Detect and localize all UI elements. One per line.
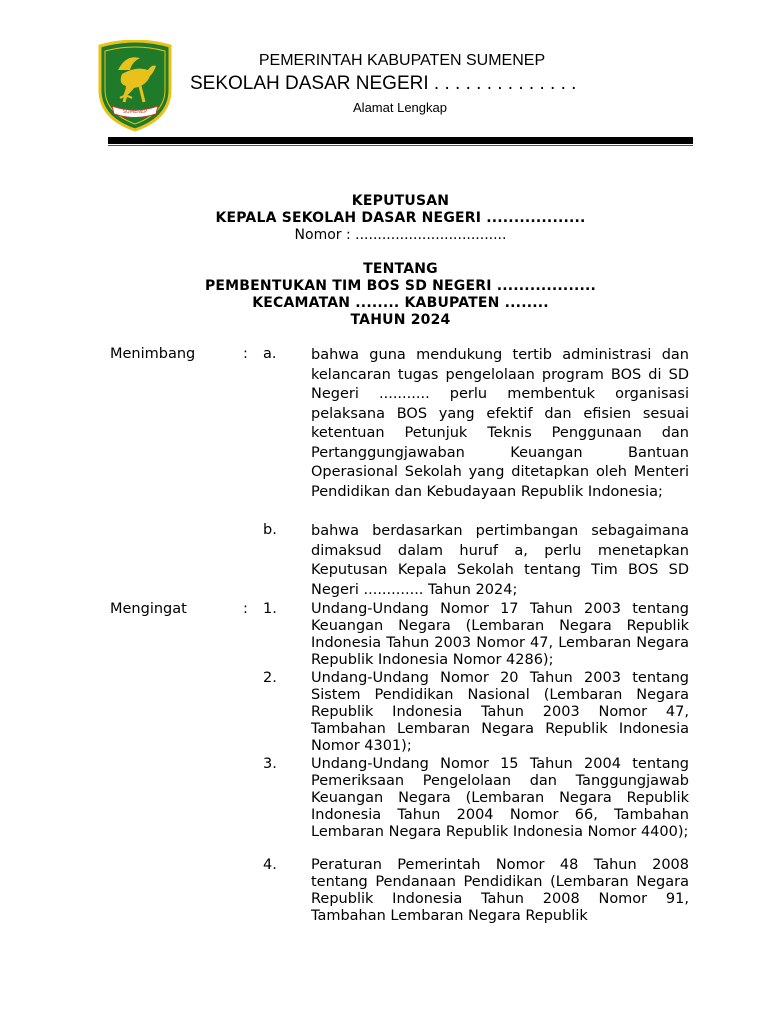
school-address: Alamat Lengkap — [353, 100, 447, 115]
school-name-label: SEKOLAH DASAR NEGERI — [190, 73, 429, 94]
decree-heading: KEPUTUSAN — [351, 193, 450, 209]
list-item-text: Undang-Undang Nomor 20 Tahun 2003 tentang Sistem Pendidikan Nasional (Lembaran Negara Republik Indonesia Tahun 2003 Nomor 47, Tambahan Lembaran Negara Republik Indonesia Nomor 4301); — [311, 670, 689, 754]
list-item-text: bahwa guna mendukung tertib administrasi dan kelancaran tugas pengelolaan program BOS di SD Negeri ........... perlu membentuk organisasi pelaksana BOS yang efektif dan efisien sesuai ketentuan Petunjuk Teknis Penggunaan dan Pertanggungjawaban Keuangan Bantuan Operasional Sekolah yang ditetapkan oleh Menteri Pendidikan dan Kebudayaan Republik Indonesia; — [311, 347, 689, 500]
list-item-text: Undang-Undang Nomor 17 Tahun 2003 tentang Keuangan Negara (Lembaran Negara Republik Indonesia Tahun 2003 Nomor 47, Lembaran Negara Republik Indonesia Nomor 4286); — [311, 601, 689, 668]
decree-issuer: KEPALA SEKOLAH DASAR NEGERI .................. — [215, 210, 586, 226]
list-marker: 2. — [263, 670, 277, 686]
list-marker: 4. — [263, 857, 277, 873]
mengingat-label: Mengingat — [110, 601, 187, 617]
government-name: PEMERINTAH KABUPATEN SUMENEP — [258, 52, 546, 69]
crest-ribbon-text: SUMENEP — [122, 109, 148, 115]
decree-subject: PEMBENTUKAN TIM BOS SD NEGERI .................. — [204, 278, 597, 294]
decree-title-block — [108, 193, 693, 329]
list-item-text: Undang-Undang Nomor 15 Tahun 2004 tentang Pemeriksaan Pengelolaan dan Tanggungjawab Keuangan Negara (Lembaran Negara Republik Indonesia Tahun 2004 Nomor 66, Tambahan Lembaran Negara Republik Indonesia Nomor 4400); — [311, 756, 689, 840]
list-marker: 1. — [263, 601, 277, 617]
letterhead-divider-thick — [108, 137, 693, 144]
school-name — [150, 72, 650, 96]
decree-year: TAHUN 2024 — [350, 312, 451, 328]
decree-region: KECAMATAN ........ KABUPATEN ........ — [252, 295, 549, 311]
list-item-text: Peraturan Pemerintah Nomor 48 Tahun 2008 tentang Pendanaan Pendidikan (Lembaran Negara Republik Indonesia Tahun 2008 Nomor 91, Tambahan Lembaran Negara Republik — [311, 857, 689, 924]
list-item-text: bahwa berdasarkan pertimbangan sebagaimana dimaksud dalam huruf a, perlu menetapkan Keputusan Kepala Sekolah tentang Tim BOS SD Negeri ............. Tahun 2024; — [311, 523, 689, 598]
list-marker: a. — [263, 346, 277, 362]
letterhead-text — [150, 50, 650, 118]
school-name-placeholder: . . . . . . . . . . . . . . — [428, 73, 577, 94]
decree-about-heading: TENTANG — [363, 261, 438, 277]
menimbang-colon: : — [243, 346, 248, 362]
list-marker: 3. — [263, 756, 277, 772]
decree-number: Nomor : .................................. — [294, 227, 507, 243]
letterhead-divider-thin — [108, 145, 693, 146]
mengingat-colon: : — [243, 601, 248, 617]
list-marker: b. — [263, 522, 277, 538]
menimbang-label: Menimbang — [110, 346, 196, 362]
